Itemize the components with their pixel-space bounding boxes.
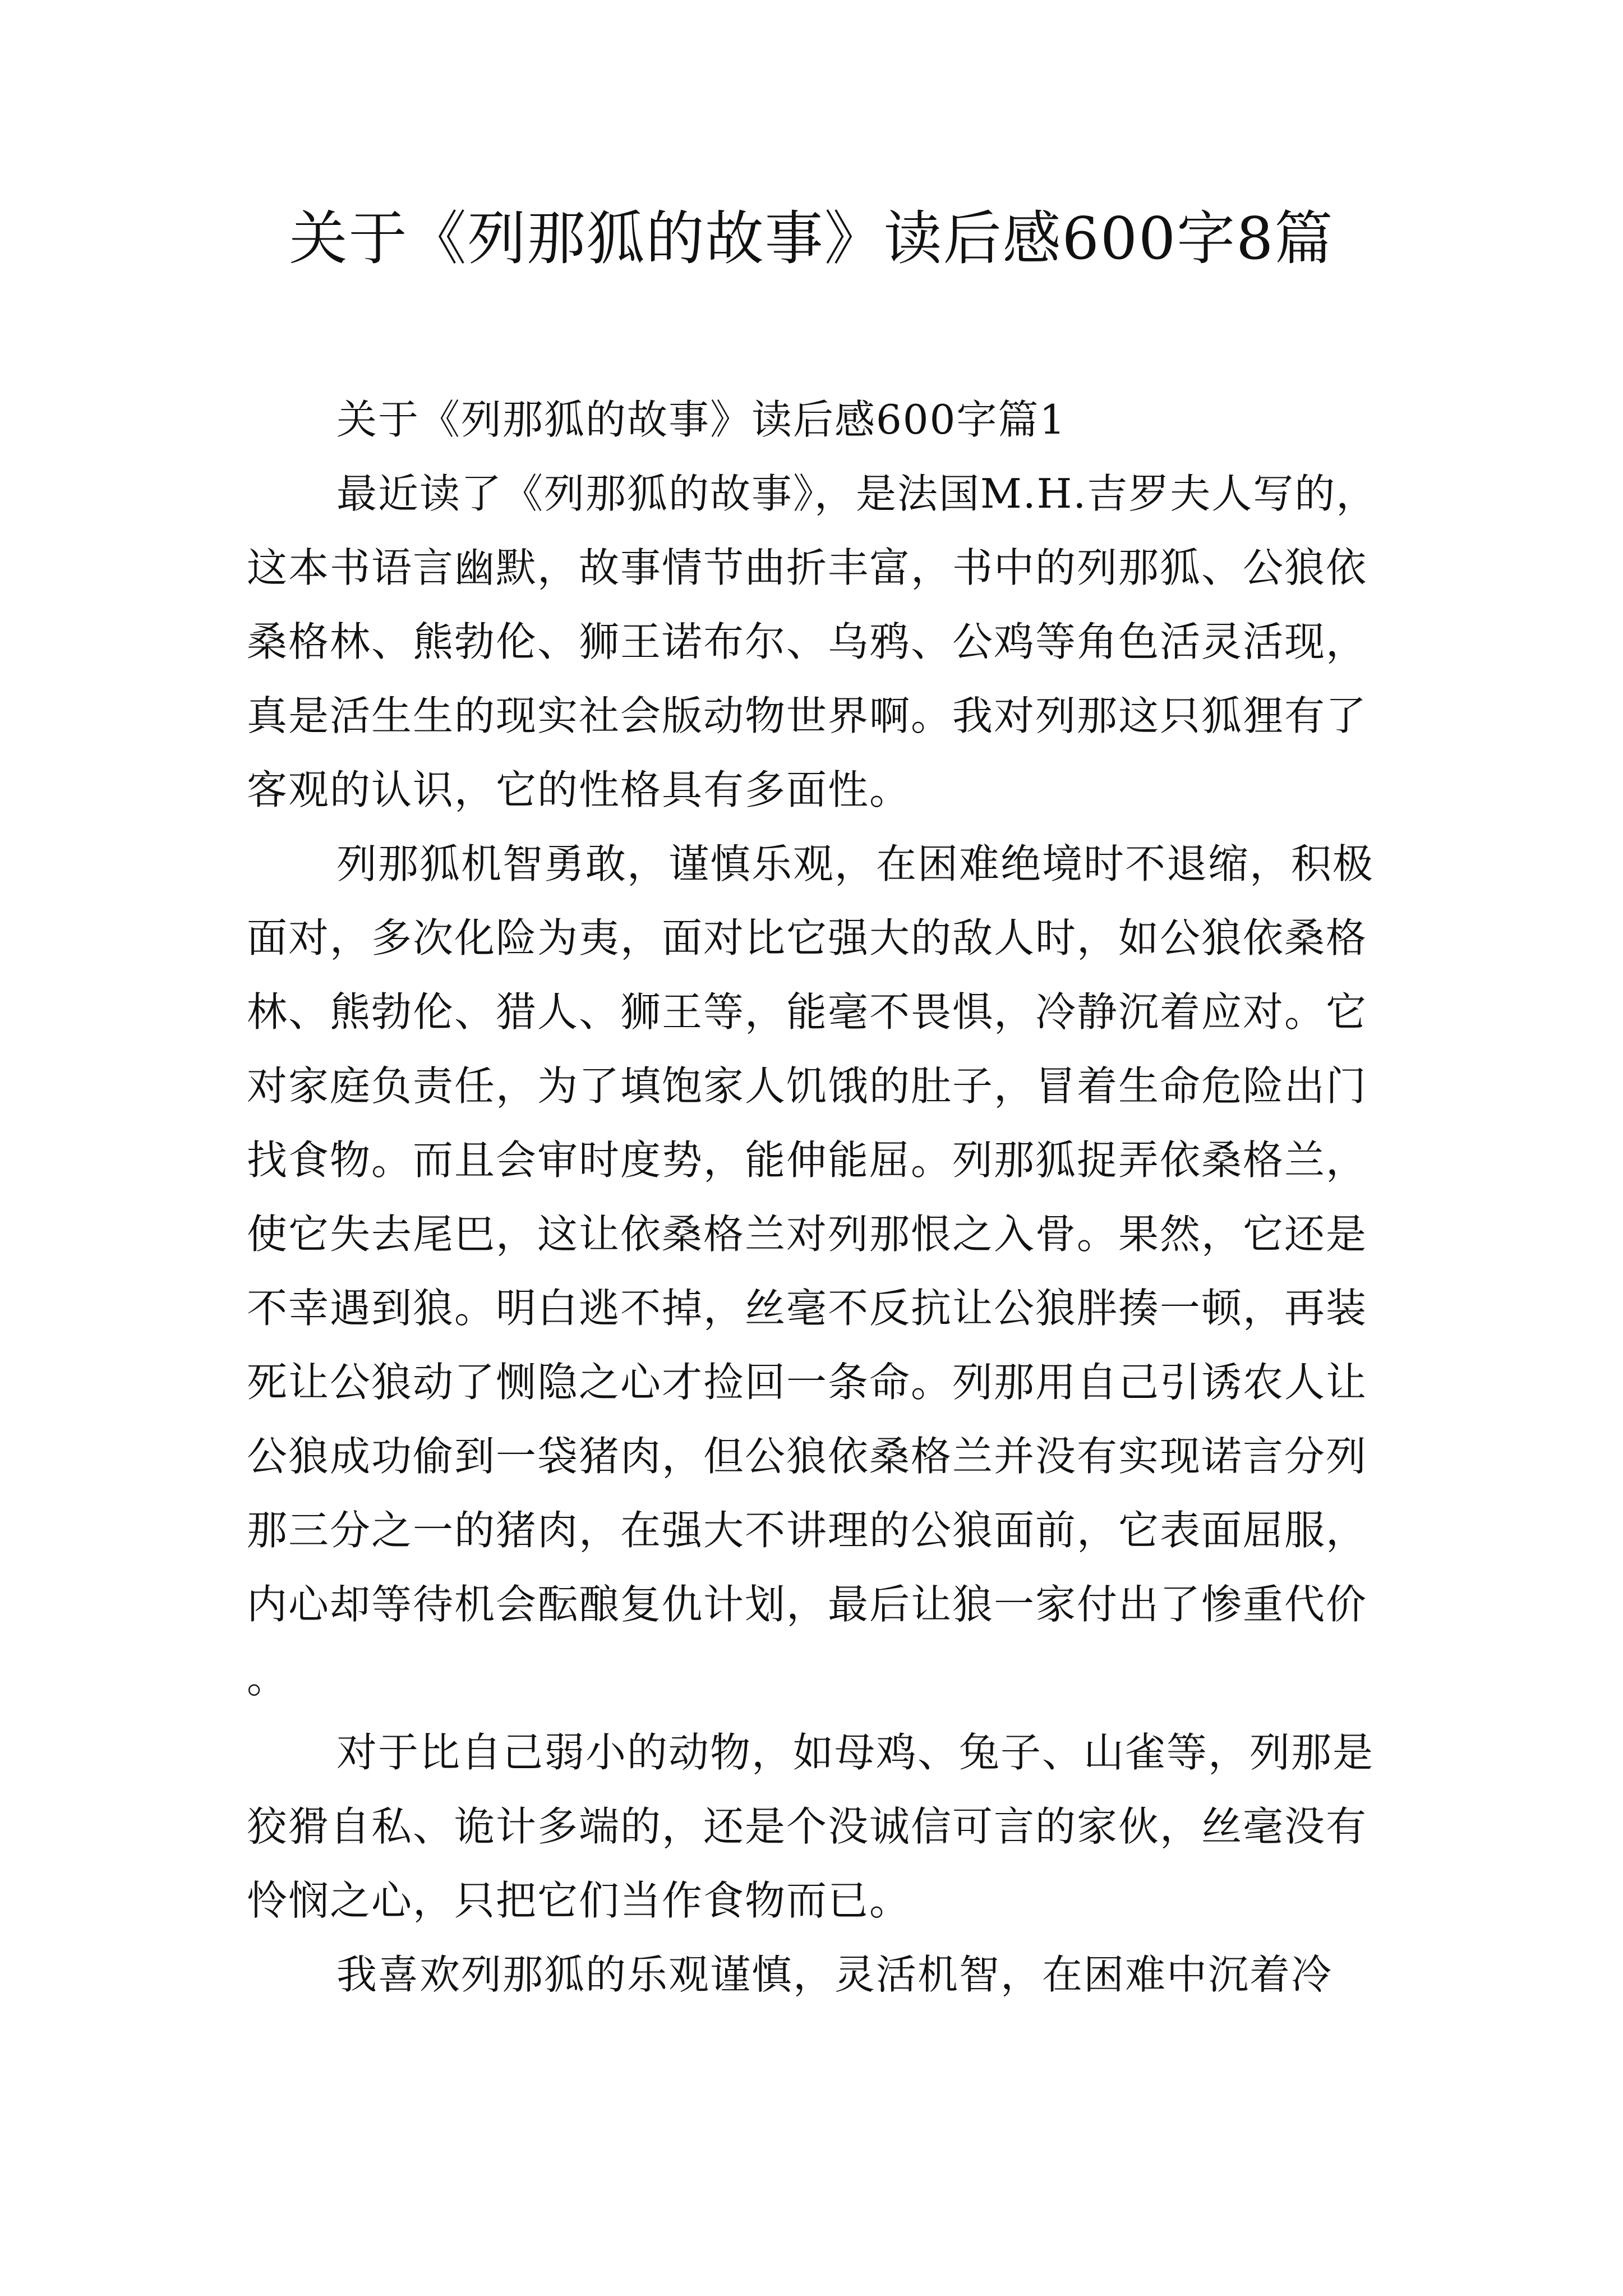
paragraph: 列那狐机智勇敢，谨慎乐观，在困难绝境时不退缩，积极面对，多次化险为夷，面对比它强大的敌人时，如公狼依桑格林、熊勃伦、猎人、狮王等，能毫不畏惧，冷静沉着应对。它对家庭负责任，为了填饱家人饥饿的肚子，冒着生命危险出门找食物。而且会审时度势，能伸能屈。列那狐捉弄依桑格兰，使它失去尾巴，这让依桑格兰对列那恨之入骨。果然，它还是不幸遇到狼。明白逃不掉，丝毫不反抗让公狼胖揍一顿，再装死让公狼动了恻隐之心才捡回一条命。列那用自己引诱农人让公狼成功偷到一袋猪肉，但公狼依桑格兰并没有实现诺言分列那三分之一的猪肉，在强大不讲理的公狼面前，它表面屈服，内心却等待机会酝酿复仇计划，最后让狼一家付出了惨重代价。 <box>247 840 1375 1702</box>
paragraph: 对于比自己弱小的动物，如母鸡、兔子、山雀等，列那是狡猾自私、诡计多端的，还是个没诚信可言的家伙，丝毫没有怜悯之心，只把它们当作食物而已。 <box>247 1729 1375 1924</box>
paragraph: 我喜欢列那狐的乐观谨慎，灵活机智，在困难中沉着冷 <box>336 1951 1333 1998</box>
document-title: 关于《列那狐的故事》读后感600字8篇 <box>289 204 1334 273</box>
section-heading: 关于《列那狐的故事》读后感600字篇1 <box>336 396 1067 443</box>
paragraph: 最近读了《列那狐的故事》，是法国M.H.吉罗夫人写的，这本书语言幽默，故事情节曲折丰富，书中的列那狐、公狼依桑格林、熊勃伦、狮王诺布尔、乌鸦、公鸡等角色活灵活现，真是活生生的现实社会版动物世界啊。我对列那这只狐狸有了客观的认识，它的性格具有多面性。 <box>247 470 1378 813</box>
document-body <box>247 383 1391 2012</box>
